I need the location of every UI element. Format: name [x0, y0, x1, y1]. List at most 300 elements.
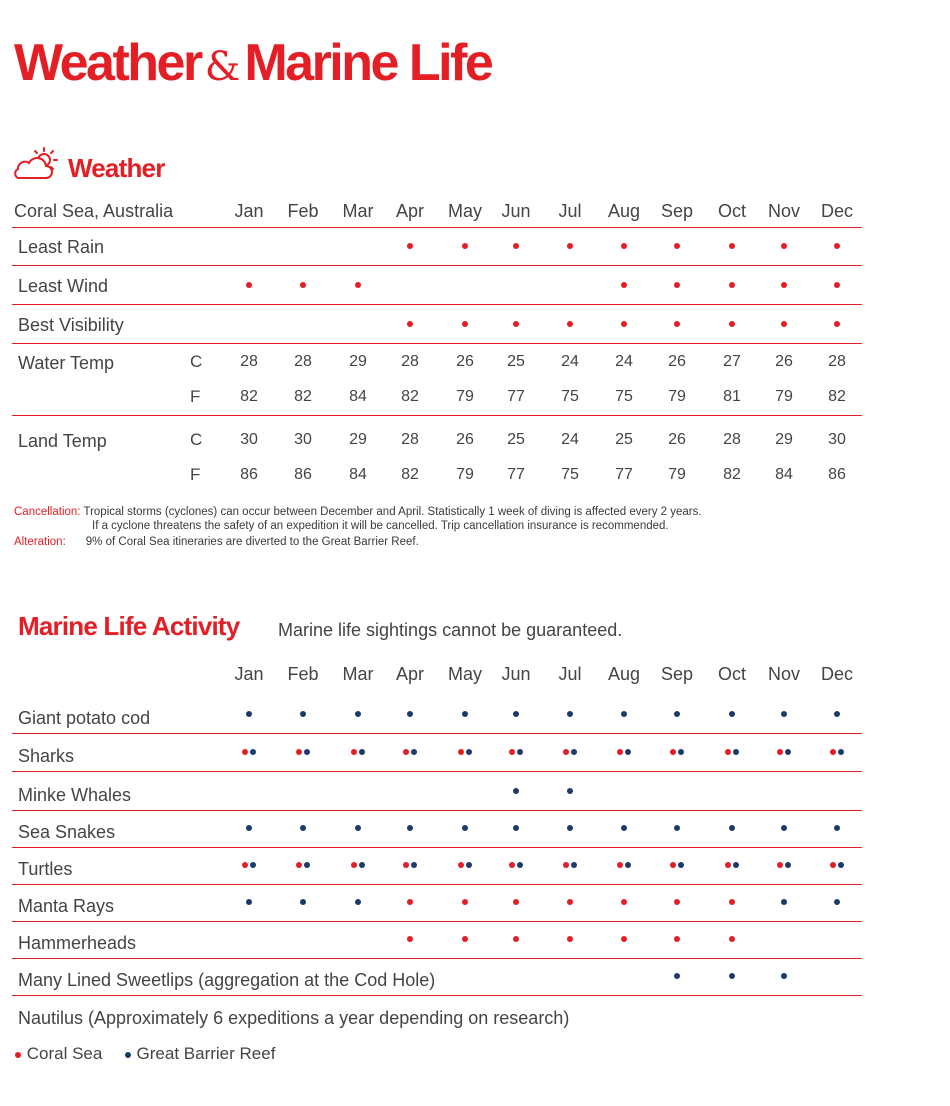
- great-barrier-reef-dot: [246, 899, 252, 905]
- coral-sea-dot: [729, 936, 735, 942]
- month-header-dec: Dec: [820, 201, 853, 221]
- coral-sea-dot: [834, 243, 840, 249]
- weather-row-label: Least Wind: [18, 276, 109, 296]
- row-divider: [12, 810, 862, 811]
- marker-cell: [649, 899, 705, 909]
- coral-sea-dot: [567, 899, 573, 905]
- coral-sea-dot: [458, 749, 464, 755]
- great-barrier-reef-dot: [517, 862, 523, 868]
- marker-cell: [488, 825, 544, 835]
- marker-cell: [649, 825, 705, 835]
- temp-celsius-value: 30: [828, 431, 846, 448]
- marker-cell: [275, 899, 331, 909]
- month-header-aug: Aug: [607, 201, 641, 221]
- great-barrier-reef-dot: [407, 825, 413, 831]
- marker-cell: [330, 862, 386, 872]
- great-barrier-reef-dot: [411, 749, 417, 755]
- coral-sea-dot: [351, 862, 357, 868]
- temp-fahrenheit-value: 82: [828, 388, 846, 405]
- great-barrier-reef-dot: [678, 749, 684, 755]
- coral-sea-dot: [403, 862, 409, 868]
- weather-row-label: Best Visibility: [18, 315, 124, 335]
- unit-fahrenheit: F: [190, 387, 201, 406]
- temp-celsius-value: 30: [294, 431, 312, 448]
- alteration-note: [14, 536, 419, 548]
- temp-celsius-value: 28: [723, 431, 741, 448]
- great-barrier-reef-dot: [674, 973, 680, 979]
- month-header-jul: Jul: [558, 201, 582, 221]
- coral-sea-dot: [725, 749, 731, 755]
- row-divider: [12, 958, 862, 959]
- temp-fahrenheit-value: 79: [668, 388, 686, 405]
- coral-sea-dot: [621, 899, 627, 905]
- coral-sea-dot: [567, 321, 573, 327]
- great-barrier-reef-dot: [567, 788, 573, 794]
- great-barrier-reef-dot: [621, 711, 627, 717]
- marine-row-label: Sharks: [18, 746, 75, 766]
- temp-celsius-value: 30: [240, 431, 258, 448]
- coral-sea-dot: [567, 243, 573, 249]
- marker-cell: [756, 973, 812, 983]
- marker-cell: [809, 243, 865, 253]
- marker-cell: [704, 321, 760, 331]
- great-barrier-reef-dot: [729, 973, 735, 979]
- great-barrier-reef-dot: [781, 825, 787, 831]
- month-header-jun: Jun: [501, 201, 531, 221]
- marker-cell: [382, 862, 438, 872]
- temp-celsius-value: 27: [723, 353, 741, 370]
- temp-celsius-value: 26: [775, 353, 793, 370]
- marker-cell: [542, 711, 598, 721]
- marker-cell: [649, 749, 705, 759]
- great-barrier-reef-dot: [359, 862, 365, 868]
- marker-cell: [596, 282, 652, 292]
- temp-row-label: Land Temp: [18, 431, 107, 451]
- temp-fahrenheit-value: 84: [349, 466, 367, 483]
- coral-sea-dot: [781, 321, 787, 327]
- marker-cell: [488, 243, 544, 253]
- unit-celsius: C: [190, 352, 203, 371]
- great-barrier-reef-dot: [729, 711, 735, 717]
- marker-cell: [542, 936, 598, 946]
- great-barrier-reef-dot: [625, 749, 631, 755]
- temp-row-label: Water Temp: [18, 353, 115, 373]
- marine-row-label: Many Lined Sweetlips (aggregation at the Cod Hole): [18, 970, 436, 990]
- cancellation-note-2: If a cyclone threatens the safety of an expedition it will be cancelled. Trip cancellation insurance is recommended.: [92, 520, 669, 532]
- alteration-label: Alteration:: [14, 536, 66, 548]
- marker-cell: [382, 321, 438, 331]
- great-barrier-reef-dot: [462, 825, 468, 831]
- title-ampersand: &: [204, 44, 241, 90]
- marker-cell: [809, 749, 865, 759]
- marker-cell: [382, 711, 438, 721]
- marker-cell: [221, 825, 277, 835]
- marker-cell: [542, 321, 598, 331]
- cancellation-label: Cancellation:: [14, 506, 81, 518]
- coral-sea-dot: [300, 282, 306, 288]
- marker-cell: [542, 788, 598, 798]
- marker-cell: [809, 282, 865, 292]
- temp-celsius-value: 26: [668, 353, 686, 370]
- marker-cell: [221, 711, 277, 721]
- marker-cell: [649, 862, 705, 872]
- temp-fahrenheit-value: 77: [615, 466, 633, 483]
- marker-cell: [649, 936, 705, 946]
- month-header-feb: Feb: [287, 664, 319, 684]
- temp-celsius-value: 29: [349, 353, 367, 370]
- marker-cell: [382, 936, 438, 946]
- temp-celsius-value: 26: [456, 431, 474, 448]
- coral-sea-dot: [674, 282, 680, 288]
- marker-cell: [704, 711, 760, 721]
- marine-row-label: Turtles: [18, 859, 73, 879]
- page-title: [14, 28, 491, 102]
- marker-cell: [488, 788, 544, 798]
- marine-subtitle: Marine life sightings cannot be guaranteed.: [278, 620, 623, 640]
- coral-sea-dot: [729, 282, 735, 288]
- coral-sea-dot: [674, 899, 680, 905]
- marker-cell: [809, 899, 865, 909]
- great-barrier-reef-dot: [571, 749, 577, 755]
- month-header-jan: Jan: [234, 201, 264, 221]
- coral-sea-dot: [729, 321, 735, 327]
- marker-cell: [437, 243, 493, 253]
- great-barrier-reef-dot: [304, 862, 310, 868]
- great-barrier-reef-dot: [407, 711, 413, 717]
- marker-cell: [704, 282, 760, 292]
- title-word-weather: Weather: [14, 34, 201, 92]
- temp-fahrenheit-value: 82: [401, 388, 419, 405]
- marker-cell: [756, 825, 812, 835]
- marker-cell: [330, 825, 386, 835]
- month-header-jul: Jul: [558, 664, 582, 684]
- marker-cell: [704, 749, 760, 759]
- row-divider: [12, 227, 862, 228]
- temp-celsius-value: 26: [456, 353, 474, 370]
- month-header-apr: Apr: [395, 664, 424, 684]
- marker-cell: [221, 749, 277, 759]
- marine-row-label: Hammerheads: [18, 933, 137, 953]
- temp-celsius-value: 24: [615, 353, 633, 370]
- marker-cell: [756, 749, 812, 759]
- marker-cell: [704, 936, 760, 946]
- marker-cell: [382, 243, 438, 253]
- coral-sea-dot: [407, 936, 413, 942]
- great-barrier-reef-dot: [733, 749, 739, 755]
- month-header-jan: Jan: [234, 664, 264, 684]
- temp-fahrenheit-value: 81: [723, 388, 741, 405]
- marker-cell: [488, 321, 544, 331]
- marker-cell: [809, 711, 865, 721]
- temp-celsius-value: 26: [668, 431, 686, 448]
- marker-cell: [330, 711, 386, 721]
- coral-sea-legend-dot: [15, 1052, 21, 1058]
- weather-row-label: Least Rain: [18, 237, 105, 257]
- temp-fahrenheit-value: 84: [349, 388, 367, 405]
- coral-sea-dot: [355, 282, 361, 288]
- marker-cell: [330, 749, 386, 759]
- marker-cell: [221, 862, 277, 872]
- marker-cell: [704, 973, 760, 983]
- coral-sea-dot: [403, 749, 409, 755]
- month-header-mar: Mar: [342, 664, 374, 684]
- coral-sea-dot: [777, 862, 783, 868]
- great-barrier-reef-dot: [625, 862, 631, 868]
- temp-celsius-value: 28: [240, 353, 258, 370]
- coral-sea-dot: [242, 749, 248, 755]
- marker-cell: [488, 711, 544, 721]
- great-barrier-reef-dot: [785, 862, 791, 868]
- coral-sea-dot: [777, 749, 783, 755]
- temp-fahrenheit-value: 79: [456, 388, 474, 405]
- row-divider: [12, 343, 862, 344]
- temp-fahrenheit-value: 77: [507, 388, 525, 405]
- temp-fahrenheit-value: 86: [240, 466, 258, 483]
- title-word-marine-life: Marine Life: [244, 34, 492, 92]
- marker-cell: [596, 899, 652, 909]
- marker-cell: [756, 862, 812, 872]
- row-divider: [12, 921, 862, 922]
- marker-cell: [809, 321, 865, 331]
- marker-cell: [437, 862, 493, 872]
- great-barrier-reef-dot: [246, 711, 252, 717]
- marker-cell: [542, 749, 598, 759]
- coral-sea-dot: [674, 936, 680, 942]
- coral-sea-dot: [563, 749, 569, 755]
- coral-sea-dot: [617, 862, 623, 868]
- weather-heading: Weather: [68, 153, 165, 183]
- marker-cell: [596, 711, 652, 721]
- coral-sea-dot: [458, 862, 464, 868]
- coral-sea-dot: [725, 862, 731, 868]
- row-divider: [12, 995, 862, 996]
- great-barrier-reef-dot: [567, 825, 573, 831]
- marker-cell: [756, 243, 812, 253]
- marker-cell: [542, 243, 598, 253]
- row-divider: [12, 415, 862, 416]
- marker-cell: [756, 899, 812, 909]
- great-barrier-reef-dot: [355, 899, 361, 905]
- marker-cell: [221, 282, 277, 292]
- marker-cell: [596, 321, 652, 331]
- great-barrier-reef-dot: [300, 825, 306, 831]
- great-barrier-reef-dot: [838, 749, 844, 755]
- coral-sea-dot: [513, 899, 519, 905]
- marker-cell: [756, 282, 812, 292]
- cancellation-note: [14, 506, 702, 518]
- great-barrier-reef-dot: [781, 899, 787, 905]
- coral-sea-dot: [246, 282, 252, 288]
- great-barrier-reef-dot: [513, 788, 519, 794]
- great-barrier-reef-dot: [729, 825, 735, 831]
- coral-sea-dot: [781, 243, 787, 249]
- temp-fahrenheit-value: 75: [561, 388, 579, 405]
- month-header-may: May: [447, 664, 482, 684]
- marker-cell: [437, 899, 493, 909]
- marker-cell: [488, 749, 544, 759]
- great-barrier-reef-dot: [621, 825, 627, 831]
- month-header-feb: Feb: [287, 201, 319, 221]
- great-barrier-reef-dot: [355, 825, 361, 831]
- marker-cell: [704, 243, 760, 253]
- temp-fahrenheit-value: 77: [507, 466, 525, 483]
- coral-sea-dot: [407, 899, 413, 905]
- marker-cell: [756, 321, 812, 331]
- month-header-jun: Jun: [501, 664, 531, 684]
- marker-cell: [649, 321, 705, 331]
- marker-cell: [437, 749, 493, 759]
- month-header-oct: Oct: [717, 664, 746, 684]
- marker-cell: [382, 899, 438, 909]
- unit-celsius: C: [190, 430, 203, 449]
- coral-sea-dot: [563, 862, 569, 868]
- temp-celsius-value: 28: [294, 353, 312, 370]
- coral-sea-dot: [729, 899, 735, 905]
- marker-cell: [596, 243, 652, 253]
- temp-fahrenheit-value: 86: [294, 466, 312, 483]
- alteration-text: 9% of Coral Sea itineraries are diverted to the Great Barrier Reef.: [85, 536, 419, 548]
- marker-cell: [221, 899, 277, 909]
- great-barrier-reef-dot: [674, 825, 680, 831]
- temp-fahrenheit-value: 82: [294, 388, 312, 405]
- coral-sea-dot: [621, 321, 627, 327]
- coral-sea-dot: [674, 243, 680, 249]
- marker-cell: [596, 825, 652, 835]
- great-barrier-reef-dot: [355, 711, 361, 717]
- great-barrier-reef-dot: [781, 711, 787, 717]
- month-header-apr: Apr: [395, 201, 424, 221]
- coral-sea-dot: [462, 899, 468, 905]
- legend-great-barrier-reef: Great Barrier Reef: [136, 1044, 276, 1063]
- marker-cell: [275, 862, 331, 872]
- marker-cell: [275, 749, 331, 759]
- coral-sea-dot: [462, 243, 468, 249]
- great-barrier-reef-dot: [571, 862, 577, 868]
- row-divider: [12, 733, 862, 734]
- month-header-aug: Aug: [607, 664, 641, 684]
- temp-fahrenheit-value: 75: [561, 466, 579, 483]
- month-header-dec: Dec: [820, 664, 853, 684]
- coral-sea-dot: [407, 321, 413, 327]
- great-barrier-reef-dot: [781, 973, 787, 979]
- great-barrier-reef-dot: [462, 711, 468, 717]
- great-barrier-reef-dot: [834, 899, 840, 905]
- row-divider: [12, 884, 862, 885]
- temp-fahrenheit-value: 86: [828, 466, 846, 483]
- marker-cell: [596, 936, 652, 946]
- temp-celsius-value: 28: [401, 431, 419, 448]
- coral-sea-dot: [509, 862, 515, 868]
- gbr-legend-dot: [125, 1052, 131, 1058]
- marker-cell: [704, 862, 760, 872]
- marker-cell: [488, 862, 544, 872]
- coral-sea-dot: [621, 243, 627, 249]
- month-header-sep: Sep: [660, 664, 694, 684]
- great-barrier-reef-dot: [785, 749, 791, 755]
- temp-fahrenheit-value: 79: [668, 466, 686, 483]
- row-divider: [12, 304, 862, 305]
- marker-cell: [488, 899, 544, 909]
- great-barrier-reef-dot: [517, 749, 523, 755]
- legend-coral-sea: Coral Sea: [26, 1044, 103, 1063]
- marker-cell: [704, 899, 760, 909]
- great-barrier-reef-dot: [300, 899, 306, 905]
- marker-cell: [275, 825, 331, 835]
- marine-row-label: Minke Whales: [18, 785, 132, 805]
- temp-celsius-value: 25: [507, 353, 525, 370]
- temp-fahrenheit-value: 79: [456, 466, 474, 483]
- coral-sea-dot: [621, 936, 627, 942]
- marker-cell: [649, 973, 705, 983]
- marker-cell: [596, 749, 652, 759]
- marker-cell: [275, 711, 331, 721]
- cloud-sun-icon: [12, 146, 60, 182]
- month-header-oct: Oct: [717, 201, 746, 221]
- great-barrier-reef-dot: [513, 711, 519, 717]
- coral-sea-dot: [462, 321, 468, 327]
- temp-celsius-value: 24: [561, 353, 579, 370]
- marker-cell: [382, 749, 438, 759]
- great-barrier-reef-dot: [304, 749, 310, 755]
- great-barrier-reef-dot: [300, 711, 306, 717]
- month-header-nov: Nov: [767, 201, 800, 221]
- marker-cell: [649, 243, 705, 253]
- marine-row-label: Giant potato cod: [18, 708, 151, 728]
- great-barrier-reef-dot: [250, 749, 256, 755]
- marine-row-label: Manta Rays: [18, 896, 115, 916]
- marker-cell: [437, 711, 493, 721]
- cancellation-text-1: Tropical storms (cyclones) can occur between December and April. Statistically 1 week of diving is affected every 2 years.: [83, 506, 702, 518]
- great-barrier-reef-dot: [246, 825, 252, 831]
- month-header-sep: Sep: [660, 201, 694, 221]
- temp-fahrenheit-value: 82: [401, 466, 419, 483]
- temp-fahrenheit-value: 82: [723, 466, 741, 483]
- coral-sea-dot: [296, 749, 302, 755]
- temp-fahrenheit-value: 79: [775, 388, 793, 405]
- marker-cell: [437, 936, 493, 946]
- marker-cell: [330, 282, 386, 292]
- coral-sea-dot: [242, 862, 248, 868]
- row-divider: [12, 771, 862, 772]
- temp-fahrenheit-value: 82: [240, 388, 258, 405]
- marker-cell: [649, 711, 705, 721]
- row-divider: [12, 265, 862, 266]
- coral-sea-dot: [670, 749, 676, 755]
- coral-sea-dot: [513, 321, 519, 327]
- coral-sea-dot: [567, 936, 573, 942]
- coral-sea-dot: [407, 243, 413, 249]
- temp-celsius-value: 28: [828, 353, 846, 370]
- marker-cell: [756, 711, 812, 721]
- location-label: Coral Sea, Australia: [14, 201, 174, 221]
- coral-sea-dot: [509, 749, 515, 755]
- coral-sea-dot: [621, 282, 627, 288]
- marker-cell: [542, 862, 598, 872]
- marker-cell: [542, 899, 598, 909]
- coral-sea-dot: [674, 321, 680, 327]
- coral-sea-dot: [617, 749, 623, 755]
- marker-cell: [488, 936, 544, 946]
- coral-sea-dot: [462, 936, 468, 942]
- marker-cell: [596, 862, 652, 872]
- great-barrier-reef-dot: [513, 825, 519, 831]
- temp-celsius-value: 28: [401, 353, 419, 370]
- great-barrier-reef-dot: [567, 711, 573, 717]
- temp-fahrenheit-value: 75: [615, 388, 633, 405]
- great-barrier-reef-dot: [250, 862, 256, 868]
- marine-heading: Marine Life Activity: [18, 611, 240, 641]
- great-barrier-reef-dot: [359, 749, 365, 755]
